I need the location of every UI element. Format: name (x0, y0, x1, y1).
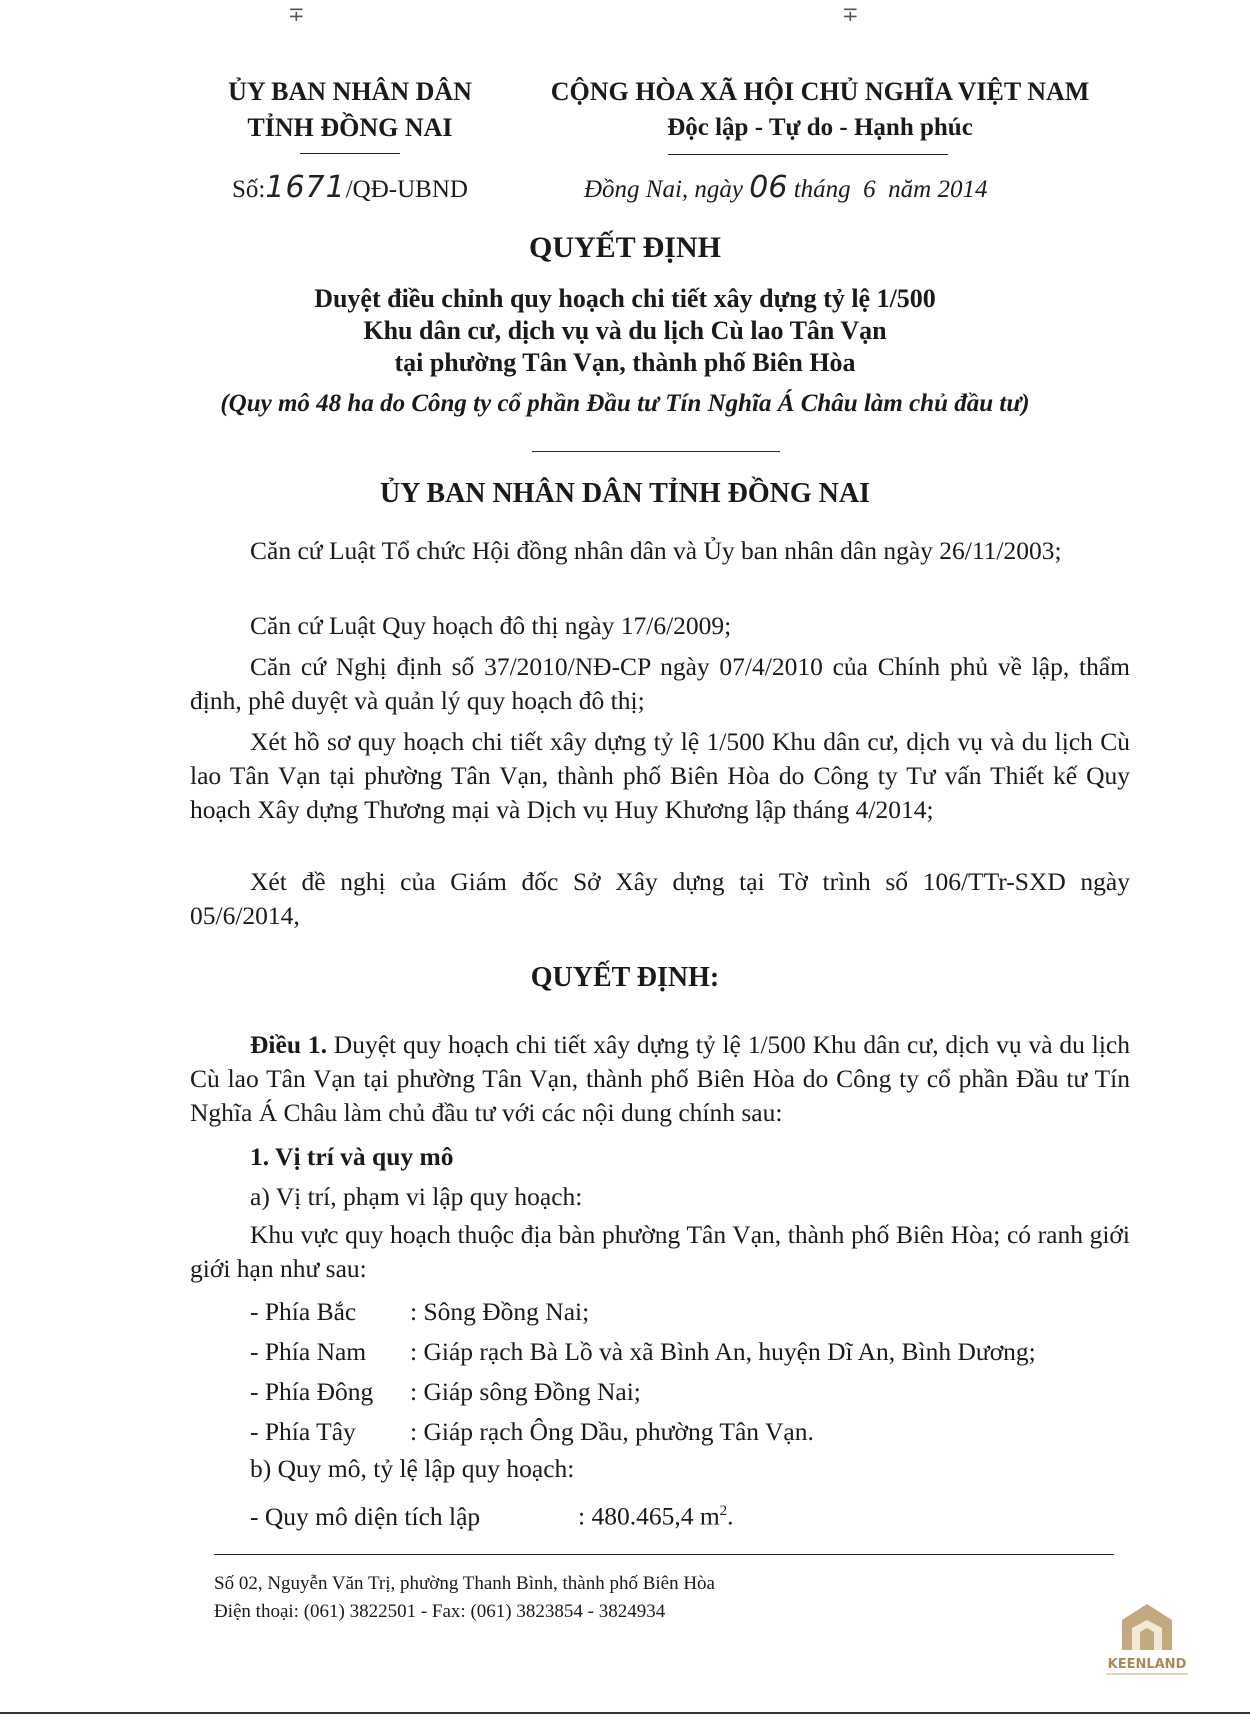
area-description (190, 1218, 1130, 1286)
doc-number-suffix: /QĐ-UBND (345, 176, 468, 203)
national-title-block (520, 74, 1120, 146)
subject-line-2: Khu dân cư, dịch vụ và du lịch Cù lao Tân Vạn (363, 316, 887, 345)
decision-title: QUYẾT ĐỊNH (529, 231, 721, 264)
item-a (190, 1180, 1130, 1214)
national-title: CỘNG HÒA XÃ HỘI CHỦ NGHĨA VIỆT NAM (550, 77, 1090, 106)
scale-note: (Quy mô 48 ha do Công ty cổ phần Đầu tư Tín Nghĩa Á Châu làm chủ đầu tư) (220, 390, 1030, 417)
basis-text: Căn cứ Nghị định số 37/2010/NĐ-CP ngày 07/4/2010 của Chính phủ về lập, thẩm định, phê duyệt và quản lý quy hoạch đô thị; (190, 652, 1130, 715)
basis-paragraph (190, 609, 1130, 643)
issuer-underline (300, 153, 400, 154)
area-description-text: Khu vực quy hoạch thuộc địa bàn phường Tân Vạn, thành phố Biên Hòa; có ranh giới giới hạn như sau: (190, 1220, 1130, 1283)
boundary-list (190, 1292, 1130, 1452)
issuer-line-2: TỈNH ĐỒNG NAI (247, 113, 453, 142)
area-size-unit-exponent: 2 (719, 1503, 728, 1519)
authority-heading: ỦY BAN NHÂN DÂN TỈNH ĐỒNG NAI (379, 478, 871, 509)
issuer-line-1: ỦY BAN NHÂN DÂN (228, 77, 472, 106)
subject-line-3: tại phường Tân Vạn, thành phố Biên Hòa (394, 348, 856, 377)
boundary-side: - Phía Đông (250, 1377, 374, 1406)
boundary-desc: : Giáp rạch Ông Dầu, phường Tân Vạn. (410, 1417, 814, 1446)
boundary-side: - Phía Tây (250, 1417, 356, 1446)
item-b (190, 1452, 1130, 1486)
section-1-text: 1. Vị trí và quy mô (250, 1142, 454, 1171)
basis-paragraph (190, 865, 1130, 933)
boundary-item (190, 1372, 1130, 1412)
basis-text: Căn cứ Luật Tổ chức Hội đồng nhân dân và Ủy ban nhân dân ngày 26/11/2003; (250, 536, 1062, 565)
footer-address-block (214, 1570, 715, 1626)
area-size-value: : 480.465,4 m (578, 1501, 720, 1531)
boundary-desc: : Sông Đồng Nai; (410, 1297, 590, 1326)
basis-paragraph (190, 534, 1130, 568)
section-1-heading (190, 1140, 1130, 1174)
boundary-side: - Phía Bắc (250, 1297, 357, 1326)
national-motto: Độc lập - Tự do - Hạnh phúc (667, 114, 973, 141)
footer-address: Số 02, Nguyễn Văn Trị, phường Thanh Bình, thành phố Biên Hòa (214, 1573, 715, 1594)
item-b-text: b) Quy mô, tỷ lệ lập quy hoạch: (250, 1454, 575, 1483)
basis-text: Căn cứ Luật Quy hoạch đô thị ngày 17/6/2009; (250, 611, 732, 640)
basis-text: Xét hồ sơ quy hoạch chi tiết xây dựng tỷ lệ 1/500 Khu dân cư, dịch vụ và du lịch Cù lao Tân Vạn tại phường Tân Vạn, thành phố Biên Hòa do Công ty Tư vấn Thiết kế Quy hoạch Xây dựng Thương mại và Dịch vụ Huy Khương lập tháng 4/2014; (190, 727, 1130, 824)
date-part-2: tháng 6 năm 2014 (787, 176, 988, 203)
scan-mark-icon: ∓ (842, 2, 859, 26)
boundary-item (190, 1292, 1130, 1332)
decision-subject (0, 283, 1250, 379)
watermark-brand: KEENLAND (1107, 1657, 1187, 1672)
scan-bottom-edge (0, 1712, 1250, 1714)
basis-paragraph (190, 650, 1130, 718)
subject-line-1: Duyệt điều chỉnh quy hoạch chi tiết xây dựng tỷ lệ 1/500 (314, 284, 936, 313)
issuer-block (170, 74, 530, 146)
place-date (584, 170, 987, 205)
title-divider (532, 451, 780, 452)
motto-underline (668, 154, 948, 155)
date-part-1: Đồng Nai, ngày (584, 176, 750, 203)
boundary-desc: : Giáp sông Đồng Nai; (410, 1377, 641, 1406)
area-size-end: . (727, 1501, 734, 1531)
boundary-side: - Phía Nam (250, 1337, 367, 1366)
watermark-logo (1092, 1598, 1202, 1678)
footer-divider (214, 1554, 1114, 1555)
article-1-label: Điều 1. (250, 1030, 327, 1059)
item-a-text: a) Vị trí, phạm vi lập quy hoạch: (250, 1182, 583, 1211)
boundary-desc: : Giáp rạch Bà Lồ và xã Bình An, huyện Dĩ An, Bình Dương; (410, 1337, 1036, 1366)
decision-heading: QUYẾT ĐỊNH: (530, 962, 720, 993)
footer-phone: Điện thoại: (061) 3822501 - Fax: (061) 3823854 - 3824934 (214, 1601, 666, 1622)
area-size (190, 1494, 1130, 1534)
basis-paragraph (190, 725, 1130, 827)
article-1-text: Duyệt quy hoạch chi tiết xây dựng tỷ lệ 1/500 Khu dân cư, dịch vụ và du lịch Cù lao Tân Vạn tại phường Tân Vạn, thành phố Biên Hòa do Công ty cổ phần Đầu tư Tín Nghĩa Á Châu làm chủ đầu tư với các nội dung chính sau: (190, 1030, 1130, 1127)
doc-number-prefix: Số: (232, 176, 266, 203)
document-number (232, 170, 468, 205)
building-logo-icon (1092, 1598, 1202, 1678)
basis-text: Xét đề nghị của Giám đốc Sở Xây dựng tại Tờ trình số 106/TTr-SXD ngày 05/6/2014, (190, 867, 1130, 930)
scan-mark-icon: ∓ (288, 2, 305, 26)
date-handwritten-day: 06 (749, 170, 788, 205)
area-size-label: - Quy mô diện tích lập (250, 1501, 481, 1531)
boundary-item (190, 1332, 1130, 1372)
article-1 (190, 1028, 1130, 1130)
doc-number-handwritten: 1671 (265, 170, 346, 205)
boundary-item (190, 1412, 1130, 1452)
